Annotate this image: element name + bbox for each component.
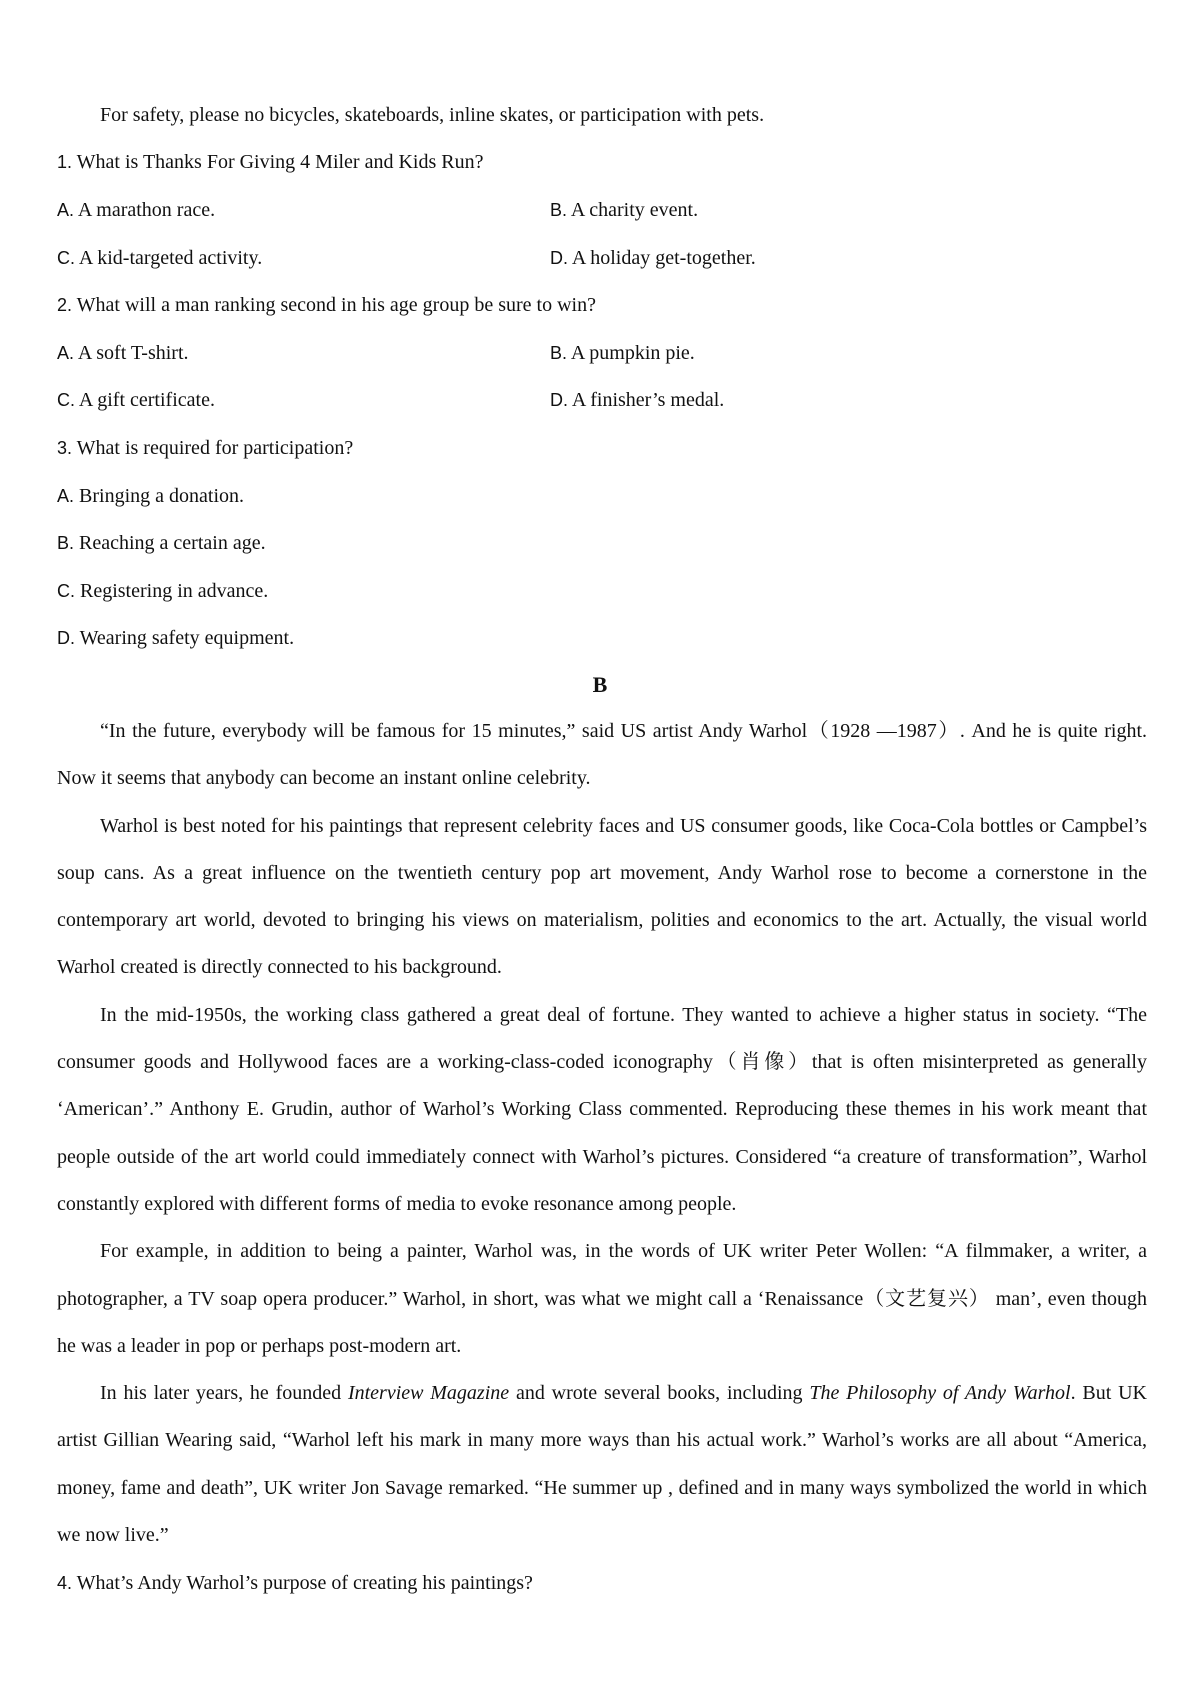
option-2b — [550, 340, 695, 366]
option-label: A. — [57, 343, 75, 363]
option-label: C. — [57, 248, 75, 268]
question-1 — [57, 149, 483, 175]
option-1d — [550, 245, 756, 271]
question-text: What is required for participation? — [76, 437, 354, 459]
option-text: Bringing a donation. — [79, 485, 244, 507]
option-label: D. — [57, 628, 75, 648]
option-text: A soft T-shirt. — [77, 342, 189, 364]
option-label: D. — [550, 248, 568, 268]
paragraph-text: and wrote several books, including — [509, 1382, 810, 1405]
section-heading: B — [592, 672, 608, 697]
option-text: A pumpkin pie. — [570, 342, 695, 364]
option-2c — [57, 387, 215, 413]
question-2 — [57, 292, 596, 318]
option-1a — [57, 197, 215, 223]
safety-note: For safety, please no bicycles, skateboards, inline skates, or participation with pets. — [100, 104, 765, 126]
option-text: A finisher’s medal. — [571, 389, 725, 411]
option-label: B. — [550, 200, 568, 220]
magazine-title: Interview Magazine — [347, 1382, 510, 1405]
option-3b — [57, 530, 266, 556]
paragraph-text: In his later years, he founded — [100, 1382, 348, 1405]
option-2a — [57, 340, 189, 366]
option-label: A. — [57, 200, 75, 220]
passage-paragraph: For example, in addition to being a painter, Warhol was, in the words of UK writer Peter Wollen: “A filmmaker, a writer, a photographer, a TV soap opera producer.” Warhol, in short, was what we might call a ‘Renaissance（文艺复兴） man’, even though he was a leader in pop or perhaps post-modern art. — [57, 1240, 1147, 1357]
option-text: Registering in advance. — [80, 580, 269, 602]
option-1c — [57, 245, 262, 271]
paragraph-text: . But UK artist Gillian Wearing said, “Warhol left his mark in many more ways than his actual work.” Warhol’s works are all about “America, money, fame and death”, UK writer Jon Savage remarked. “He summer up , defined and in many ways symbolized the world in which we now live.” — [57, 1382, 1147, 1547]
question-number: 3. — [57, 438, 73, 458]
option-text: Wearing safety equipment. — [79, 627, 295, 649]
question-number: 1. — [57, 152, 73, 172]
option-3a — [57, 483, 244, 509]
option-text: A holiday get-together. — [571, 247, 756, 269]
option-label: C. — [57, 581, 75, 601]
option-3c — [57, 578, 268, 604]
option-label: C. — [57, 390, 75, 410]
option-text: A charity event. — [570, 199, 699, 221]
option-label: B. — [550, 343, 568, 363]
passage-paragraph: In the mid-1950s, the working class gathered a great deal of fortune. They wanted to achieve a higher status in society. “The consumer goods and Hollywood faces are a working-class-coded iconography（肖像）that is often misinterpreted as generally ‘American’.” Anthony E. Grudin, author of Warhol’s Working Class commented. Reproducing these themes in his work meant that people outside of the art world could immediately connect with Warhol’s pictures. Considered “a creature of transformation”, Warhol constantly explored with different forms of media to evoke resonance among people. — [57, 1003, 1147, 1215]
passage — [57, 708, 1147, 1559]
option-text: A marathon race. — [77, 199, 216, 221]
option-2d — [550, 387, 724, 413]
question-number: 4. — [57, 1573, 73, 1593]
question-text: What will a man ranking second in his age group be sure to win? — [76, 294, 596, 316]
passage-paragraph: Warhol is best noted for his paintings that represent celebrity faces and US consumer goods, like Coca-Cola bottles or Campbel’s soup cans. As a great influence on the twentieth century pop art movement, Andy Warhol rose to become a cornerstone in the contemporary art world, devoted to bringing his views on materialism, polities and economics to the art. Actually, the visual world Warhol created is directly connected to his background. — [57, 814, 1147, 979]
option-3d — [57, 625, 294, 651]
question-number: 2. — [57, 295, 73, 315]
option-label: D. — [550, 390, 568, 410]
question-4 — [57, 1570, 533, 1596]
option-label: B. — [57, 533, 75, 553]
question-3 — [57, 435, 353, 461]
question-text: What is Thanks For Giving 4 Miler and Kids Run? — [76, 151, 484, 173]
passage-paragraph: “In the future, everybody will be famous for 15 minutes,” said US artist Andy Warhol（1928 —1987）. And he is quite right. Now it seems that anybody can become an instant online celebrity. — [57, 720, 1147, 790]
option-text: A gift certificate. — [78, 389, 215, 411]
book-title: The Philosophy of Andy Warhol — [809, 1382, 1071, 1405]
option-1b — [550, 197, 698, 223]
option-text: A kid-targeted activity. — [78, 247, 263, 269]
question-text: What’s Andy Warhol’s purpose of creating his paintings? — [76, 1572, 533, 1594]
option-text: Reaching a certain age. — [79, 532, 266, 554]
passage-paragraph-last — [57, 1370, 1147, 1559]
option-label: A. — [57, 486, 75, 506]
